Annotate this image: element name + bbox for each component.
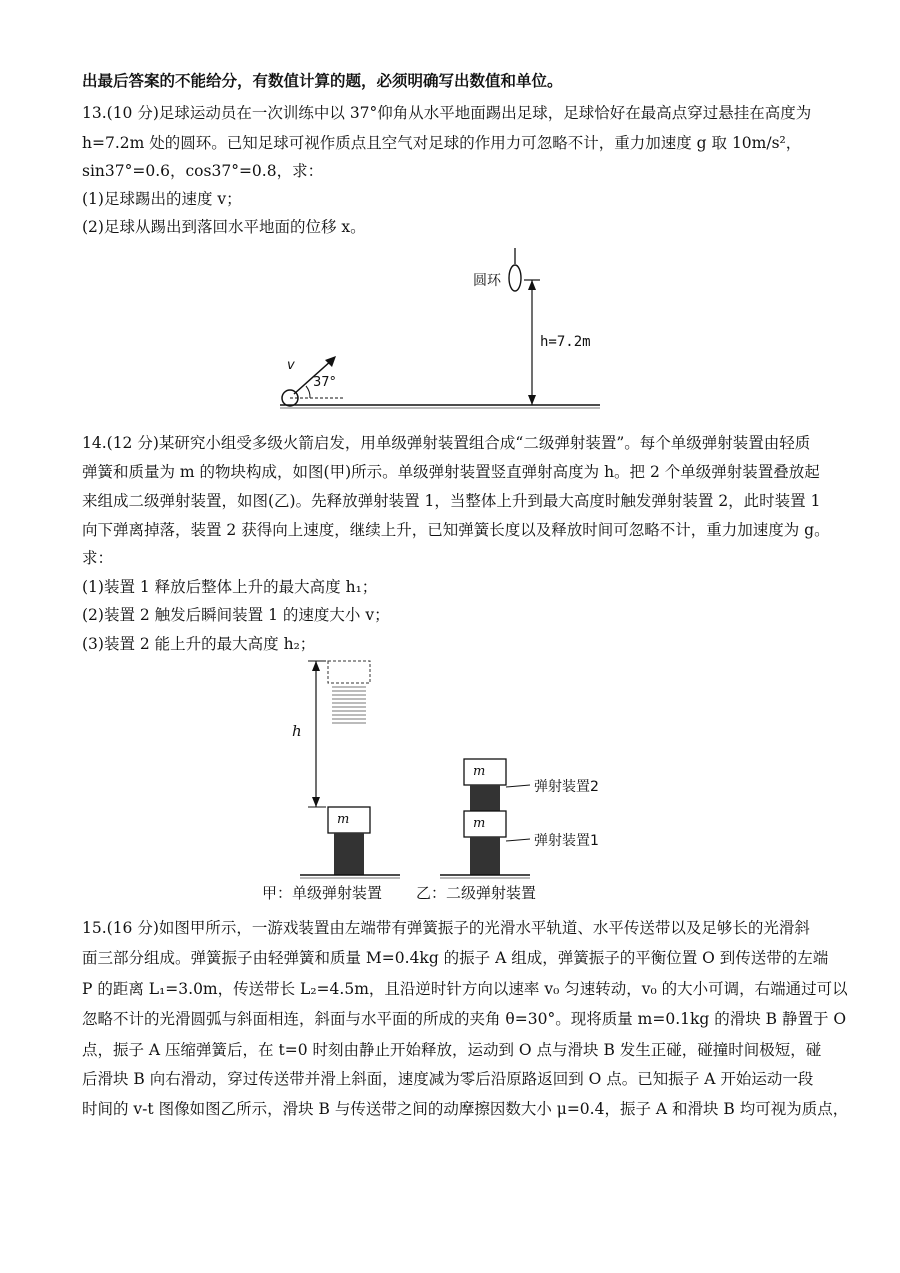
q14-subquestion-2: (2)装置 2 触发后瞬间装置 1 的速度大小 v； [82, 606, 390, 624]
q14-line-5: 求： [82, 549, 114, 567]
q14-figure [260, 655, 640, 895]
q15-line-4: 忽略不计的光滑圆弧与斜面相连，斜面与水平面的所成的夹角 θ=30°。现将质量 m=0.1kg 的滑块 B 静置于 O [82, 1010, 847, 1028]
q14-line-1: 14.(12 分)某研究小组受多级火箭启发，用单级弹射装置组合成“二级弹射装置”。每个单级弹射装置由轻质 [82, 434, 811, 452]
q13-figure [270, 240, 610, 420]
caption-yi: 乙：二级弹射装置 [416, 884, 537, 902]
q15-line-5: 点，振子 A 压缩弹簧后，在 t=0 时刻由静止开始释放，运动到 O 点与滑块 B 发生正碰，碰撞时间极短，碰 [82, 1041, 822, 1059]
q13-line-1: 13.(10 分)足球运动员在一次训练中以 37°仰角从水平地面踢出足球，足球恰好在最高点穿过悬挂在高度为 [82, 104, 812, 122]
q14-line-4: 向下弹离掉落，装置 2 获得向上速度，继续上升，已知弹簧长度以及释放时间可忽略不计，重力加速度为 g。 [82, 521, 830, 539]
height-label: h=7.2m [540, 334, 591, 350]
mass-label-device-1: m [473, 816, 486, 831]
block-dashed-icon [328, 661, 370, 683]
angle-label: 37° [313, 375, 337, 390]
q15-line-6: 后滑块 B 向右滑动，穿过传送带并滑上斜面，速度减为零后沿原路返回到 O 点。已知振子 A 开始运动一段 [82, 1070, 814, 1088]
q13-line-3: sin37°=0.6，cos37°=0.8，求： [82, 162, 324, 180]
q14-subquestion-3: (3)装置 2 能上升的最大高度 h₂； [82, 635, 316, 653]
q15-line-1: 15.(16 分)如图甲所示，一游戏装置由左端带有弹簧振子的光滑水平轨道、水平传送带以及足够长的光滑斜 [82, 919, 810, 937]
q13-subquestion-1: (1)足球踢出的速度 v； [82, 190, 242, 208]
spring-icon [470, 837, 500, 875]
q15-line-7: 时间的 v-t 图像如图乙所示，滑块 B 与传送带之间的动摩擦因数大小 μ=0.4，振子 A 和滑块 B 均可视为质点， [82, 1100, 849, 1118]
mass-label-jia: m [337, 812, 350, 827]
mass-label-device-2: m [473, 764, 486, 779]
device-2-label: 弹射装置2 [534, 779, 599, 795]
spring-icon [334, 833, 364, 875]
caption-jia: 甲：单级弹射装置 [262, 884, 383, 902]
ring-label: 圆环 [473, 273, 501, 289]
device-1-label: 弹射装置1 [534, 833, 599, 849]
h-label: h [292, 722, 302, 740]
q15-line-2: 面三部分组成。弹簧振子由轻弹簧和质量 M=0.4kg 的振子 A 组成，弹簧振子的平衡位置 O 到传送带的左端 [82, 949, 829, 967]
q13-line-2: h=7.2m 处的圆环。已知足球可视作质点且空气对足球的作用力可忽略不计，重力加速度 g 取 10m/s²， [82, 134, 802, 152]
spring-icon [470, 785, 500, 811]
q15-line-3: P 的距离 L₁=3.0m，传送带长 L₂=4.5m，且沿逆时针方向以速率 v₀ 匀速转动，v₀ 的大小可调，右端通过可以 [82, 980, 848, 998]
q13-subquestion-2: (2)足球从踢出到落回水平地面的位移 x。 [82, 218, 366, 236]
q14-line-2: 弹簧和质量为 m 的物块构成，如图(甲)所示。单级弹射装置竖直弹射高度为 h。把 2 个单级弹射装置叠放起 [82, 463, 820, 481]
q14-subquestion-1: (1)装置 1 释放后整体上升的最大高度 h₁； [82, 578, 378, 596]
ring-icon [509, 265, 521, 291]
intro-instruction: 出最后答案的不能给分，有数值计算的题，必须明确写出数值和单位。 [82, 71, 563, 90]
velocity-label: v [287, 358, 295, 373]
q14-line-3: 来组成二级弹射装置，如图(乙)。先释放弹射装置 1，当整体上升到最大高度时触发弹射装置 2，此时装置 1 [82, 492, 821, 510]
